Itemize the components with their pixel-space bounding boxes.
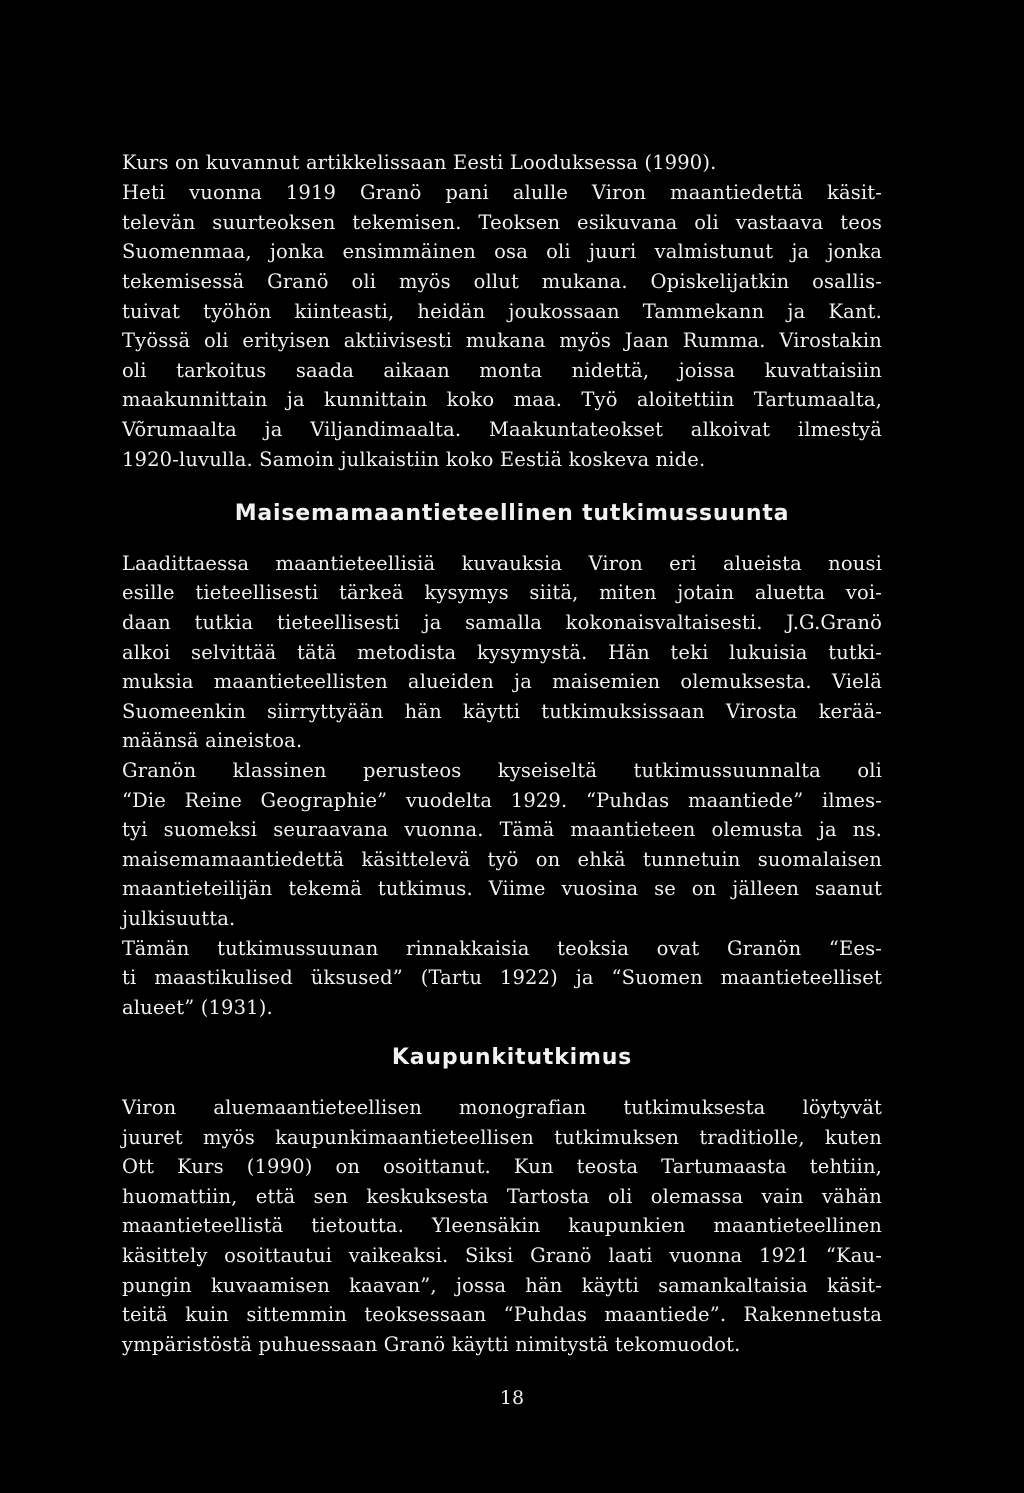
text-line: ympäristöstä puhuessaan Granö käytti nimitystä tekomuodot. <box>122 1333 741 1356</box>
text-line: Granön klassinen perusteos kyseiseltä tutkimussuunnalta oli <box>122 759 882 782</box>
text-line: määnsä aineistoa. <box>122 729 303 752</box>
text-line: Tämän tutkimussuunan rinnakkaisia teoksia ovat Granön “Ees- <box>122 937 882 960</box>
text-line: Suomenmaa, jonka ensimmäinen osa oli juuri valmistunut ja jonka <box>122 240 882 263</box>
text-line: esille tieteellisesti tärkeä kysymys siitä, miten jotain aluetta voi- <box>122 581 882 604</box>
text-line: daan tutkia tieteellisesti ja samalla kokonaisvaltaisesti. J.G.Granö <box>122 611 882 634</box>
text-line: maisemamaantiedettä käsittelevä työ on ehkä tunnetuin suomalaisen <box>122 848 882 871</box>
text-line: alueet” (1931). <box>122 996 273 1019</box>
text-line: muksia maantieteellisten alueiden ja maisemien olemuksesta. Vielä <box>122 670 882 693</box>
text-line: Viron aluemaantieteellisen monografian tutkimuksesta löytyvät <box>122 1096 882 1119</box>
text-line: Työssä oli erityisen aktiivisesti mukana myös Jaan Rumma. Virostakin <box>122 329 882 352</box>
text-line: televän suurteoksen tekemisen. Teoksen esikuvana oli vastaava teos <box>122 211 882 234</box>
page-number: 18 <box>499 1387 525 1409</box>
text-line: käsittely osoittautui vaikeaksi. Siksi Granö laati vuonna 1921 “Kau- <box>122 1244 882 1267</box>
text-line: “Die Reine Geographie” vuodelta 1929. “Puhdas maantiede” ilmes- <box>122 789 882 812</box>
text-line: oli tarkoitus saada aikaan monta nidettä, joissa kuvattaisiin <box>122 359 882 382</box>
text-line: alkoi selvittää tätä metodista kysymystä. Hän teki lukuisia tutki- <box>122 641 882 664</box>
section-heading-landscape: Maisemamaantieteellinen tutkimussuunta <box>234 501 790 526</box>
text-line: julkisuutta. <box>122 907 236 930</box>
text-line: Ott Kurs (1990) on osoittanut. Kun teosta Tartumaasta tehtiin, <box>122 1155 882 1178</box>
text-line: tyi suomeksi seuraavana vuonna. Tämä maantieteen olemusta ja ns. <box>122 818 882 841</box>
text-line: tuivat työhön kiinteasti, heidän joukossaan Tammekann ja Kant. <box>122 300 882 323</box>
text-line: maantieteilijän tekemä tutkimus. Viime vuosina se on jälleen saanut <box>122 877 882 900</box>
text-line: teitä kuin sittemmin teoksessaan “Puhdas maantiede”. Rakennetusta <box>122 1303 882 1326</box>
section-heading-urban: Kaupunkitutkimus <box>391 1045 633 1070</box>
text-line: maakunnittain ja kunnittain koko maa. Työ aloitettiin Tartumaalta, <box>122 388 882 411</box>
text-line: 1920-luvulla. Samoin julkaistiin koko Eestiä koskeva nide. <box>122 448 706 471</box>
text-line: huomattiin, että sen keskuksesta Tartosta oli olemassa vain vähän <box>122 1185 882 1208</box>
text-line: ti maastikulised üksused” (Tartu 1922) ja “Suomen maantieteelliset <box>122 966 882 989</box>
text-line: tekemisessä Granö oli myös ollut mukana. Opiskelijatkin osallis- <box>122 270 882 293</box>
text-line: Laadittaessa maantieteellisiä kuvauksia Viron eri alueista nousi <box>122 552 882 575</box>
text-line: pungin kuvaamisen kaavan”, jossa hän käytti samankaltaisia käsit- <box>122 1274 882 1297</box>
text-line: juuret myös kaupunkimaantieteellisen tutkimuksen traditiolle, kuten <box>122 1126 882 1149</box>
text-line: Kurs on kuvannut artikkelissaan Eesti Looduksessa (1990). <box>122 151 717 174</box>
text-line: Võrumaalta ja Viljandimaalta. Maakuntateokset alkoivat ilmestyä <box>122 418 882 441</box>
text-line: Heti vuonna 1919 Granö pani alulle Viron maantiedettä käsit- <box>122 181 882 204</box>
text-line: Suomeenkin siirryttyään hän käytti tutkimuksissaan Virosta kerää- <box>122 700 882 723</box>
text-line: maantieteellistä tietoutta. Yleensäkin kaupunkien maantieteellinen <box>122 1214 882 1237</box>
